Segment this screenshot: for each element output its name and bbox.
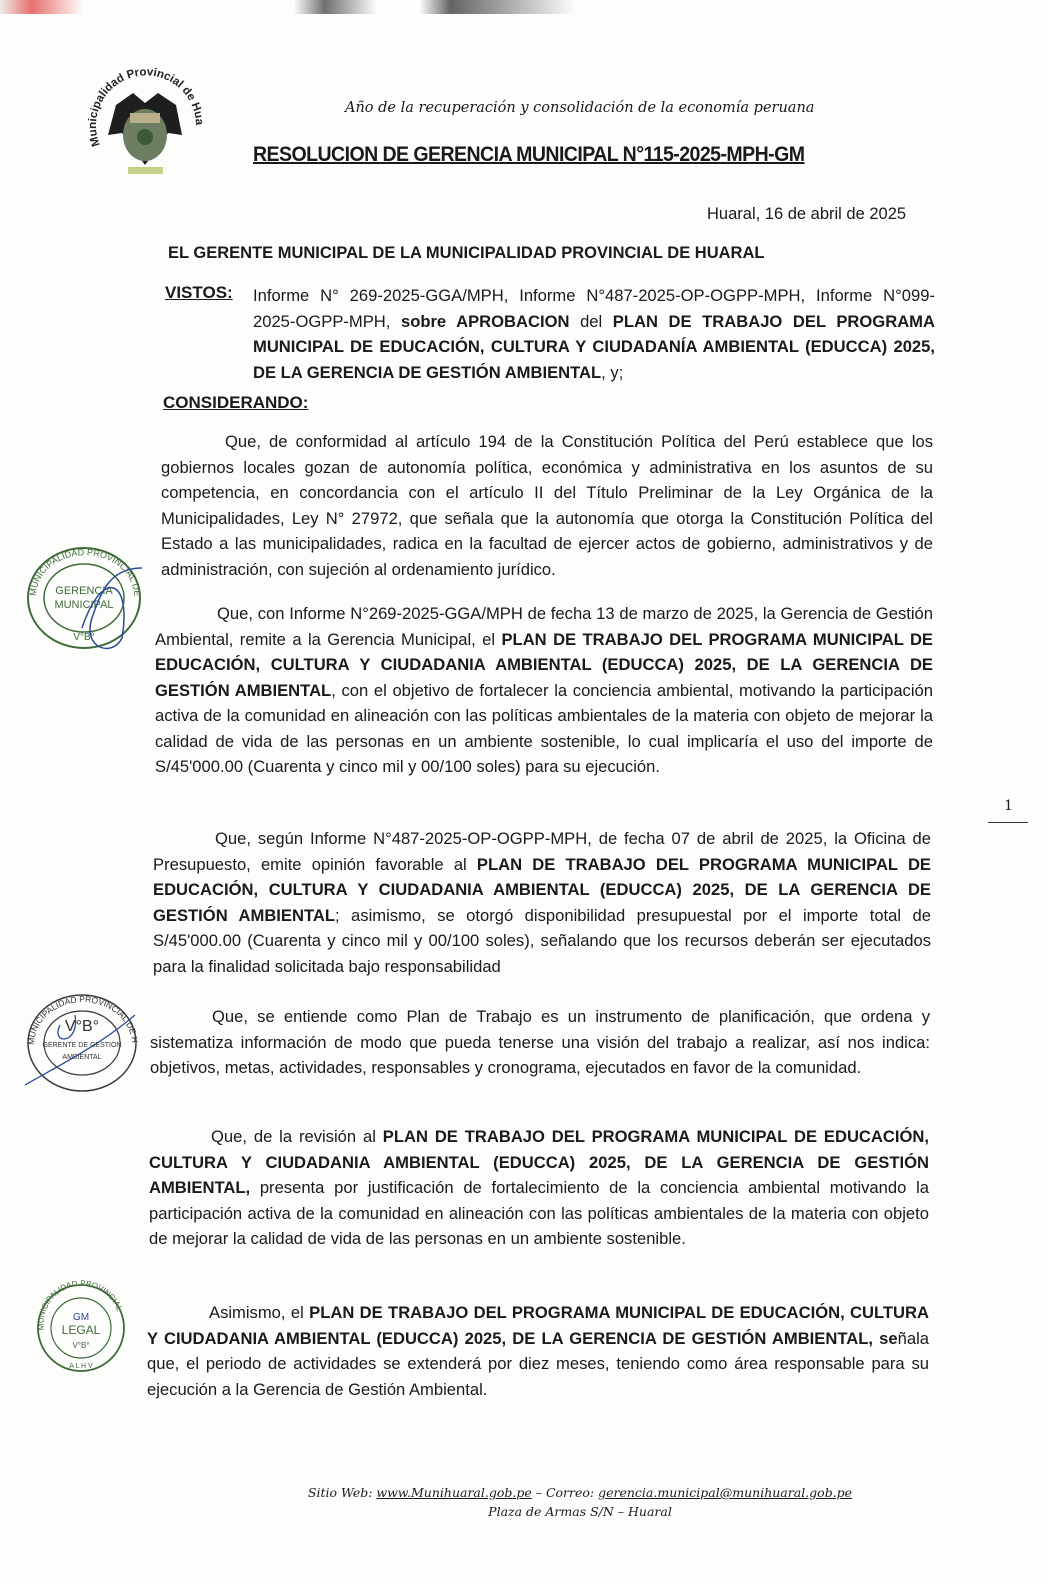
svg-text:GERENTE DE GESTION: GERENTE DE GESTION: [42, 1042, 122, 1049]
footer-address: Plaza de Armas S/N – Huaral: [488, 1504, 672, 1519]
text-segment: ; asimismo, se otorgó disponibilidad presupuestal por el importe total de S/45'000.00 (Cuarenta y cinco mil y 00/100 soles), señalando que los recursos deberán ser ejecutados para la finalidad solicitada bajo responsabilidad: [153, 905, 931, 976]
paragraph-4: [150, 1004, 930, 1081]
paragraph-3: [153, 826, 931, 979]
vistos-text: [253, 283, 935, 385]
year-motto: Año de la recuperación y consolidación de la economía peruana: [345, 100, 815, 116]
text-segment: Que, de la revisión al: [211, 1127, 383, 1146]
stamp-gerencia-municipal: [22, 528, 147, 663]
text-segment: Que, con Informe N°269-2025-GGA/MPH de fecha 13 de marzo de 2025, la Gerencia de Gestión Ambiental, remite a la Gerencia Municipal, el: [155, 604, 933, 649]
bold-text-segment: PLAN DE TRABAJO DEL PROGRAMA MUNICIPAL DE EDUCACIÓN, CULTURA Y CIUDADANIA AMBIENTAL (EDUCCA) 2025, DE LA GERENCIA DE GESTIÓN AMBIENTAL, se: [147, 1303, 930, 1348]
svg-text:LEGAL: LEGAL: [61, 1323, 101, 1337]
footer-email-link[interactable]: gerencia.municipal@munihuaral.gob.pe: [598, 1485, 853, 1500]
svg-text:V°B°: V°B°: [73, 632, 95, 643]
vistos-label: VISTOS:: [165, 283, 233, 302]
svg-text:GERENCIA: GERENCIA: [55, 585, 113, 597]
bold-text-segment: sobre APROBACION: [400, 311, 581, 331]
text-segment: ñala que, el periodo de actividades se extenderá por diez meses, teniendo como área responsable para su ejecución a la Gerencia de Gestión Ambiental.: [147, 1328, 929, 1399]
text-segment: Que, de conformidad al artículo 194 de la Constitución Política del Perú establece que los gobiernos locales gozan de autonomía política, económica y administrativa en los asuntos de su competencia, en concordancia con el artículo II del Título Preliminar de la Ley Orgánica de la Municipalidades, Ley N° 27972, que señala que la autonomía que otorga la Constitución Política del Estado a las municipalidades, radica en la facultad de ejercer actos de gobierno, administrativos y de administración, con sujeción al ordenamiento jurídico.: [161, 432, 933, 579]
text-segment: Que, se entiende como Plan de Trabajo es un instrumento de planificación, que ordena y sistematiza información de modo que pueda tenerse una visión del trabajo a realizar, así nos indica: objetivos, metas, actividades, responsables y cronograma, ejecutados en favor de la comunidad.: [150, 1007, 930, 1077]
paragraph-2: [155, 601, 933, 780]
resolution-date: Huaral, 16 de abril de 2025: [707, 205, 907, 223]
page-number-rule: [988, 822, 1028, 823]
text-segment: presenta por justificación de fortalecimiento de la conciencia ambiental motivando la participación activa de la comunidad en alineación con las políticas ambientales de la materia con objeto de mejorar la calidad de vida de las personas en un ambiente sostenible.: [149, 1178, 929, 1248]
text-segment: del: [580, 311, 613, 331]
footer-web-label: Sitio Web:: [307, 1485, 377, 1500]
svg-text:AMBIENTAL: AMBIENTAL: [62, 1054, 102, 1061]
paragraph-6: [147, 1300, 929, 1402]
bold-text-segment: PLAN DE TRABAJO DEL PROGRAMA MUNICIPAL DE EDUCACIÓN, CULTURA Y CIUDADANIA AMBIENTAL (EDUCCA) 2025, DE LA GERENCIA DE GESTIÓN AMBIENTAL: [153, 854, 931, 925]
svg-text:MUNICIPALIDAD PROVINCIAL: MUNICIPALIDAD PROVINCIAL: [36, 1280, 125, 1331]
paragraph-1: [161, 429, 933, 582]
svg-text:V°B°: V°B°: [64, 1018, 100, 1035]
footer-email-label: – Correo:: [531, 1485, 599, 1500]
footer-contact: [280, 1483, 880, 1502]
text-segment: , y;: [601, 362, 624, 382]
stamp-gestion-ambiental: [20, 985, 145, 1100]
paragraph-5: [149, 1124, 929, 1252]
text-segment: Asimismo, el: [209, 1303, 310, 1322]
bold-text-segment: PLAN DE TRABAJO DEL PROGRAMA MUNICIPAL DE EDUCACIÓN, CULTURA Y CIUDADANIA AMBIENTAL (EDUCCA) 2025, DE LA GERENCIA DE GESTIÓN AMBIENTAL: [155, 629, 933, 700]
text-segment: , con el objetivo de fortalecer la conciencia ambiental, motivando la participación activa de la comunidad en alineación con las políticas ambientales de la materia con objeto de mejorar la calidad de vida de las personas en un ambiente sostenible, lo cual implicaría el uso del importe de S/45'000.00 (Cuarenta y cinco mil y 00/100 soles) para su ejecución.: [155, 680, 933, 776]
svg-text:MUNICIPALIDAD PROVINCIAL DE HU: MUNICIPALIDAD PROVINCIAL DE: [27, 547, 143, 597]
municipality-logo: [78, 55, 213, 185]
footer-website-link[interactable]: www.Munihuaral.gob.pe: [376, 1485, 532, 1500]
stamp-legal: [34, 1280, 129, 1380]
svg-text:A L H V: A L H V: [69, 1363, 93, 1370]
signer-heading: EL GERENTE MUNICIPAL DE LA MUNICIPALIDAD PROVINCIAL DE HUARAL: [168, 244, 765, 262]
text-segment: Que, según Informe N°487-2025-OP-OGPP-MPH, de fecha 07 de abril de 2025, la Oficina de Presupuesto, emite opinión favorable al: [153, 829, 931, 874]
resolution-title: RESOLUCION DE GERENCIA MUNICIPAL N°115-2025-MPH-GM: [253, 143, 805, 166]
considerando-label: CONSIDERANDO:: [163, 393, 309, 412]
svg-text:V°B°: V°B°: [72, 1341, 90, 1350]
svg-text:GM: GM: [72, 1312, 90, 1323]
bold-text-segment: PLAN DE TRABAJO DEL PROGRAMA MUNICIPAL DE EDUCACIÓN, CULTURA Y CIUDADANIA AMBIENTAL (EDUCCA) 2025, DE LA GERENCIA DE GESTIÓN AMBIENTAL,: [149, 1127, 929, 1197]
svg-text:Municipalidad Provincial de Hu: Municipalidad Provincial de Hua: [87, 66, 206, 148]
svg-text:MUNICIPALIDAD PROVINCIAL DE HU: MUNICIPALIDAD PROVINCIAL DE H: [25, 994, 141, 1046]
footer: [280, 1483, 880, 1521]
bold-text-segment: PLAN DE TRABAJO DEL PROGRAMA MUNICIPAL DE EDUCACIÓN, CULTURA Y CIUDADANÍA AMBIENTAL (EDUCCA) 2025, DE LA GERENCIA DE GESTIÓN AMBIENTAL: [253, 311, 935, 382]
svg-text:MUNICIPAL: MUNICIPAL: [54, 599, 114, 611]
page-number: 1: [1004, 798, 1013, 814]
scan-edge: [0, 0, 1048, 14]
text-segment: Informe N° 269-2025-GGA/MPH, Informe N°487-2025-OP-OGPP-MPH, Informe N°099-2025-OGPP-MPH,: [253, 286, 935, 331]
